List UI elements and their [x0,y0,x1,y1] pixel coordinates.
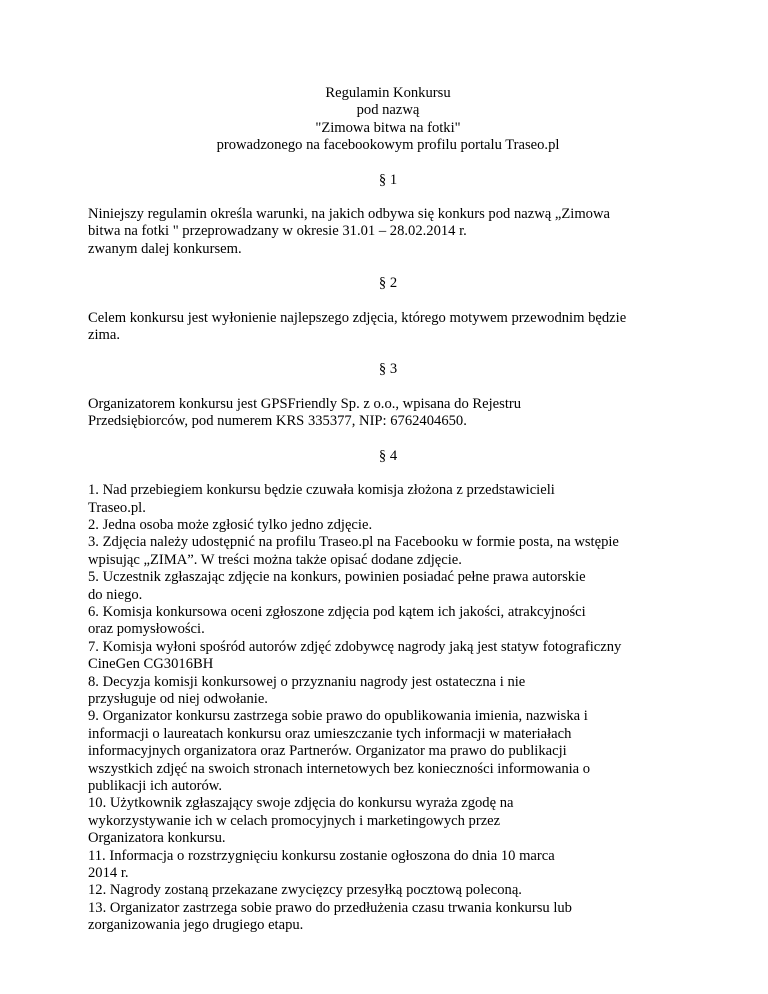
section-mark: § 4 [378,447,398,464]
section-paragraph [88,310,688,345]
section-2 [88,275,688,344]
text-line: 10. Użytkownik zgłaszający swoje zdjęcia do konkursu wyraża zgodę na [88,795,514,812]
text-line: 5. Uczestnik zgłaszając zdjęcie na konkurs, powinien posiadać pełne prawa autorskie [88,569,586,586]
section-4 [88,448,688,935]
text-line: Celem konkursu jest wyłonienie najlepszego zdjęcia, którego motywem przewodnim będzie [88,309,627,326]
text-line: 9. Organizator konkursu zastrzega sobie prawo do opublikowania imienia, nazwiska i [88,708,588,725]
section-mark: § 3 [378,361,398,378]
text-line: do niego. [88,586,143,603]
text-line: zima. [88,327,121,344]
text-line: 7. Komisja wyłoni spośród autorów zdjęć zdobywcę nagrody jaką jest statyw fotograficzny [88,638,622,655]
text-line: wszystkich zdjęć na swoich stronach internetowych bez konieczności informowania o [88,760,591,777]
text-line: Przedsiębiorców, pod numerem KRS 335377, NIP: 6762404650. [88,413,467,430]
section-mark: § 2 [378,275,398,292]
section-mark: § 1 [378,171,398,188]
section-3 [88,361,688,430]
text-line: 12. Nagrody zostaną przekazane zwycięzcy przesyłką pocztową poleconą. [88,882,522,899]
text-line: 8. Decyzja komisji konkursowej o przyznaniu nagrody jest ostateczna i nie [88,673,526,690]
text-line: Traseo.pl. [88,499,146,516]
text-line: Niniejszy regulamin określa warunki, na jakich odbywa się konkurs pod nazwą „Zimowa [88,206,610,223]
document-title [88,85,688,155]
text-line: wykorzystywanie ich w celach promocyjnych i marketingowych przez [88,812,501,829]
section-1 [88,172,688,259]
text-line: CineGen CG3016BH [88,656,214,673]
text-line: informacji o laureatach konkursu oraz umieszczanie tych informacji w materiałach [88,725,572,742]
document-page [88,85,688,935]
text-line: 11. Informacja o rozstrzygnięciu konkursu zostanie ogłoszona do dnia 10 marca [88,847,555,864]
title-line: Regulamin Konkursu [325,85,451,101]
text-line: bitwa na fotki " przeprowadzany w okresie 31.01 – 28.02.2014 r. [88,223,467,240]
text-line: oraz pomysłowości. [88,621,205,638]
text-line: 6. Komisja konkursowa oceni zgłoszone zdjęcia pod kątem ich jakości, atrakcyjności [88,603,586,620]
title-line: "Zimowa bitwa na fotki" [315,119,461,136]
text-line: wpisując „ZIMA”. W treści można także opisać dodane zdjęcie. [88,551,462,568]
text-line: zorganizowania jego drugiego etapu. [88,917,304,934]
text-line: zwanym dalej konkursem. [88,240,242,257]
text-line: 13. Organizator zastrzega sobie prawo do przedłużenia czasu trwania konkursu lub [88,899,572,916]
text-line: Organizatora konkursu. [88,830,226,847]
text-line: 3. Zdjęcia należy udostępnić na profilu Traseo.pl na Facebooku w formie posta, na wstępie [88,534,619,551]
text-line: 1. Nad przebiegiem konkursu będzie czuwała komisja złożona z przedstawicieli [88,482,555,499]
text-line: Organizatorem konkursu jest GPSFriendly Sp. z o.o., wpisana do Rejestru [88,395,522,412]
section-paragraph [88,482,688,935]
section-paragraph [88,206,688,258]
text-line: informacyjnych organizatora oraz Partnerów. Organizator ma prawo do publikacji [88,743,567,760]
text-line: publikacji ich autorów. [88,778,223,794]
title-line: pod nazwą [356,102,420,119]
title-line: prowadzonego na facebookowym profilu portalu Traseo.pl [216,137,560,154]
text-line: 2. Jedna osoba może zgłosić tylko jedno zdjęcie. [88,516,373,533]
text-line: przysługuje od niej odwołanie. [88,690,268,707]
text-line: 2014 r. [88,865,129,882]
section-paragraph [88,396,688,431]
